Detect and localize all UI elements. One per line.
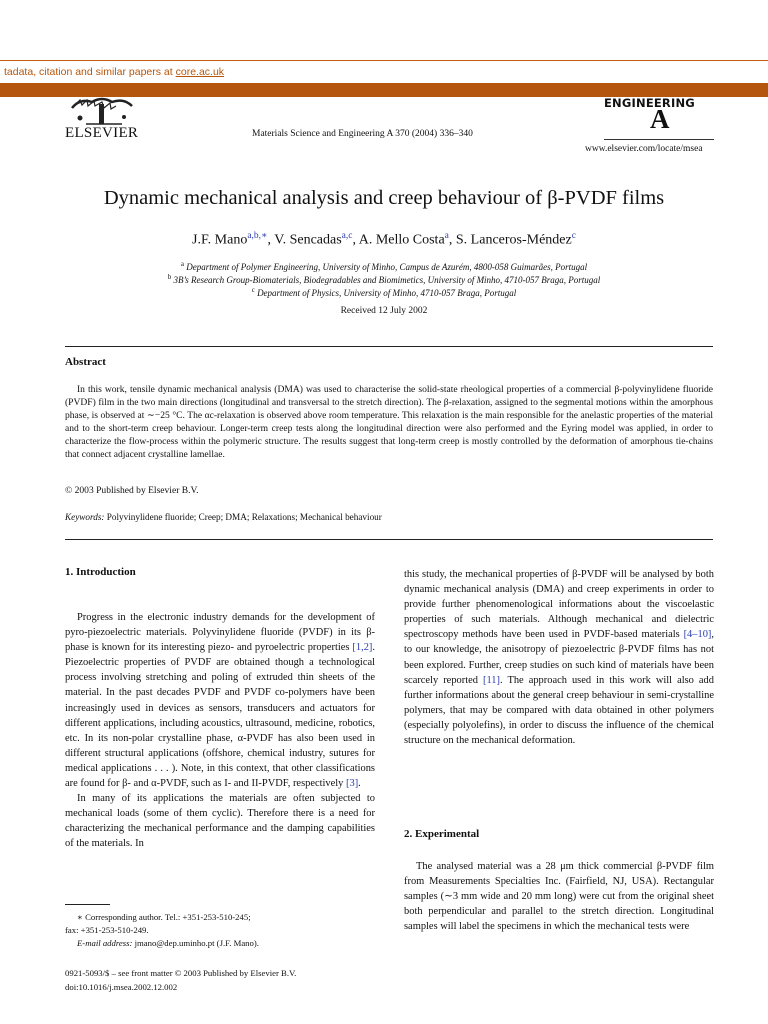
affiliation-text: Department of Polymer Engineering, University of Minho, Campus de Azurém, 4800-058 Guimarães, Portugal	[184, 262, 588, 272]
doi-line[interactable]: doi:10.1016/j.msea.2002.12.002	[65, 982, 178, 992]
author-separator: ,	[448, 232, 456, 248]
core-banner-text	[4, 66, 224, 78]
affiliation	[0, 286, 768, 298]
paragraph-text: , to our knowledge, the anisotropy of piezoelectric β-PVDF films has not been explored. Further, creep studies on such kind of materials have been scarcely reported	[404, 629, 714, 686]
left-column	[65, 610, 375, 852]
footnote-email	[65, 937, 397, 950]
experimental-paragraph-1: The analysed material was a 28 μm thick commercial β-PVDF film from Measurements Specialties Inc. (Fairfield, NJ, USA). Rectangular samples (∼3 mm wide and 20 mm long) were cut from the original sheet both perpendicular and parallel to the stretch direction. Longitudinal samples will label the specimens in which the mechanical tests were	[404, 861, 714, 933]
abstract-body	[65, 383, 713, 462]
journal-logo-rule	[604, 139, 714, 140]
experimental-body	[404, 859, 714, 934]
author-name: V. Sencadas	[274, 232, 342, 248]
keywords-text: Polyvinylidene fluoride; Creep; DMA; Relaxations; Mechanical behaviour	[104, 512, 382, 522]
citation-link[interactable]: [1,2]	[352, 642, 373, 654]
footnote-corresponding: ∗ Corresponding author. Tel.: +351-253-510-245;	[77, 912, 251, 922]
footnote-fax: fax: +351-253-510-249.	[65, 925, 149, 935]
affiliation-text: 3B’s Research Group-Biomaterials, Biodegradables and Biomimetics, University of Minho, 4710-057 Braga, Portugal	[171, 275, 601, 285]
author-list	[0, 230, 768, 249]
author-affil-mark[interactable]: a,c	[341, 231, 353, 241]
email-label: E-mail address:	[77, 938, 133, 948]
received-date: Received 12 July 2002	[340, 306, 428, 316]
abstract-text: In this work, tensile dynamic mechanical analysis (DMA) was used to characterise the solid-state rheological properties of a commercial β-polyvinylidene fluoride (PVDF) film in the two main directions (longitudinal and transversal to the stretch direction). The β-relaxation, assigned to the segmental motions within the amorphous phase, is observed at ∼−25 °C. The αc-relaxation is observed above room temperature. This relaxation is the main responsible for the anelastic properties of the material and to the short-term creep behaviour. Longer-term creep tests along the longitudinal direction were also performed and the Eyring model was applied, in order to characterize the flow-process within the polymeric structure. The results suggest that long-term creep is mostly controlled by the deformation of amorphous tie-chains that connect adjacent crystalline lamellae.	[65, 384, 713, 461]
email-address[interactable]: jmano@dep.uminho.pt (J.F. Mano).	[132, 938, 259, 948]
core-top-line	[0, 60, 768, 61]
affiliation-mark: c	[251, 286, 255, 294]
core-link[interactable]: core.ac.uk	[175, 66, 225, 78]
affiliation	[0, 273, 768, 285]
paper-title: Dynamic mechanical analysis and creep behaviour of β-PVDF films	[103, 187, 665, 209]
citation-link[interactable]: [3]	[346, 778, 359, 790]
affiliation	[0, 260, 768, 272]
journal-logo	[604, 96, 714, 140]
section-heading-introduction: 1. Introduction	[65, 566, 136, 578]
keywords-label: Keywords:	[65, 512, 105, 522]
citation-link[interactable]: [4–10]	[683, 629, 712, 641]
abstract-heading: Abstract	[65, 356, 106, 368]
paragraph-text: . Piezoelectric properties of PVDF are obtained though a technological process involving stretching and poling of extruded thin sheets of the material. In the past decades PVDF and PVDF co-polymers have been increasingly used in devices as sensors, transducers and actuators for different applications, including acoustics, ultrasound, medicine, robotics, etc. In its non-polar crystalline phase, α-PVDF has also been used in different structural applications (offshore, chemical industry, sutures for medical applications . . . ). Note, in this context, that other classifications are found for β- and α-PVDF, such as I- and II-PVDF, respectively	[65, 642, 375, 790]
author-affil-mark[interactable]: a	[444, 231, 449, 241]
publisher-name: ELSEVIER	[65, 125, 139, 141]
footnote-rule	[65, 904, 110, 905]
affiliation-text: Department of Physics, University of Minho, 4710-057 Braga, Portugal	[254, 288, 517, 298]
divider	[65, 539, 713, 540]
author-affil-mark[interactable]: c	[571, 231, 576, 241]
journal-reference: Materials Science and Engineering A 370 (2004) 336–340	[252, 129, 473, 139]
paragraph-text: this study, the mechanical properties of β-PVDF will be analysed by both dynamic mechanical analysis (DMA) and creep experiments in order to provide further phenomenological informations about the viscoelastic properties of such materials. Although mechanical and dielectric spectroscopy methods have been used in PVDF-based materials	[404, 569, 714, 641]
author-name: J.F. Mano	[192, 232, 248, 248]
keywords	[65, 512, 382, 522]
author-separator: ,	[267, 232, 275, 248]
paragraph-text: Progress in the electronic industry demands for the development of pyro-piezoelectric materials. Polyvinylidene fluoride (PVDF) in its β-phase is known for its interesting piezo- and pyroelectric properties	[65, 612, 375, 654]
core-banner-caption: tadata, citation and similar papers at	[4, 66, 176, 78]
intro-paragraph-2: In many of its applications the materials are often subjected to mechanical loads (some of them cyclic). Therefore there is a need for characterizing the mechanical performance and the damping capabilities of the materials. In	[65, 793, 375, 850]
affiliation-mark: b	[167, 273, 172, 281]
divider	[65, 346, 713, 347]
author-name: A. Mello Costa	[358, 232, 445, 248]
author-affil-mark[interactable]: a,b,∗	[247, 231, 268, 241]
issn-line: 0921-5093/$ – see front matter © 2003 Published by Elsevier B.V.	[65, 968, 297, 978]
bottom-info	[65, 966, 465, 994]
section-heading-experimental: 2. Experimental	[404, 828, 480, 840]
author-name: S. Lanceros-Méndez	[455, 232, 572, 248]
abstract-copyright: © 2003 Published by Elsevier B.V.	[65, 485, 199, 496]
intro-paragraph-1	[65, 610, 375, 791]
journal-logo-word: ENGINEERING	[604, 96, 695, 110]
author-separator: ,	[352, 232, 359, 248]
intro-paragraph-3	[404, 567, 714, 748]
paragraph-text: .	[358, 778, 361, 790]
journal-logo-letter: A	[650, 104, 670, 134]
journal-url: www.elsevier.com/locate/msea	[585, 144, 703, 154]
citation-link[interactable]: [11]	[483, 674, 501, 686]
affiliation-mark: a	[180, 260, 185, 268]
core-banner	[0, 0, 768, 97]
paragraph-text: . The approach used in this work will also add further informations about the general creep behaviour in semi-crystalline polymers, that may be compared with data obtained in other polymers (especially polyolefins), in order to discuss the influence of the chemical structure on the mechanical deformation.	[404, 674, 714, 747]
core-bar	[0, 83, 768, 97]
right-column	[404, 567, 714, 748]
